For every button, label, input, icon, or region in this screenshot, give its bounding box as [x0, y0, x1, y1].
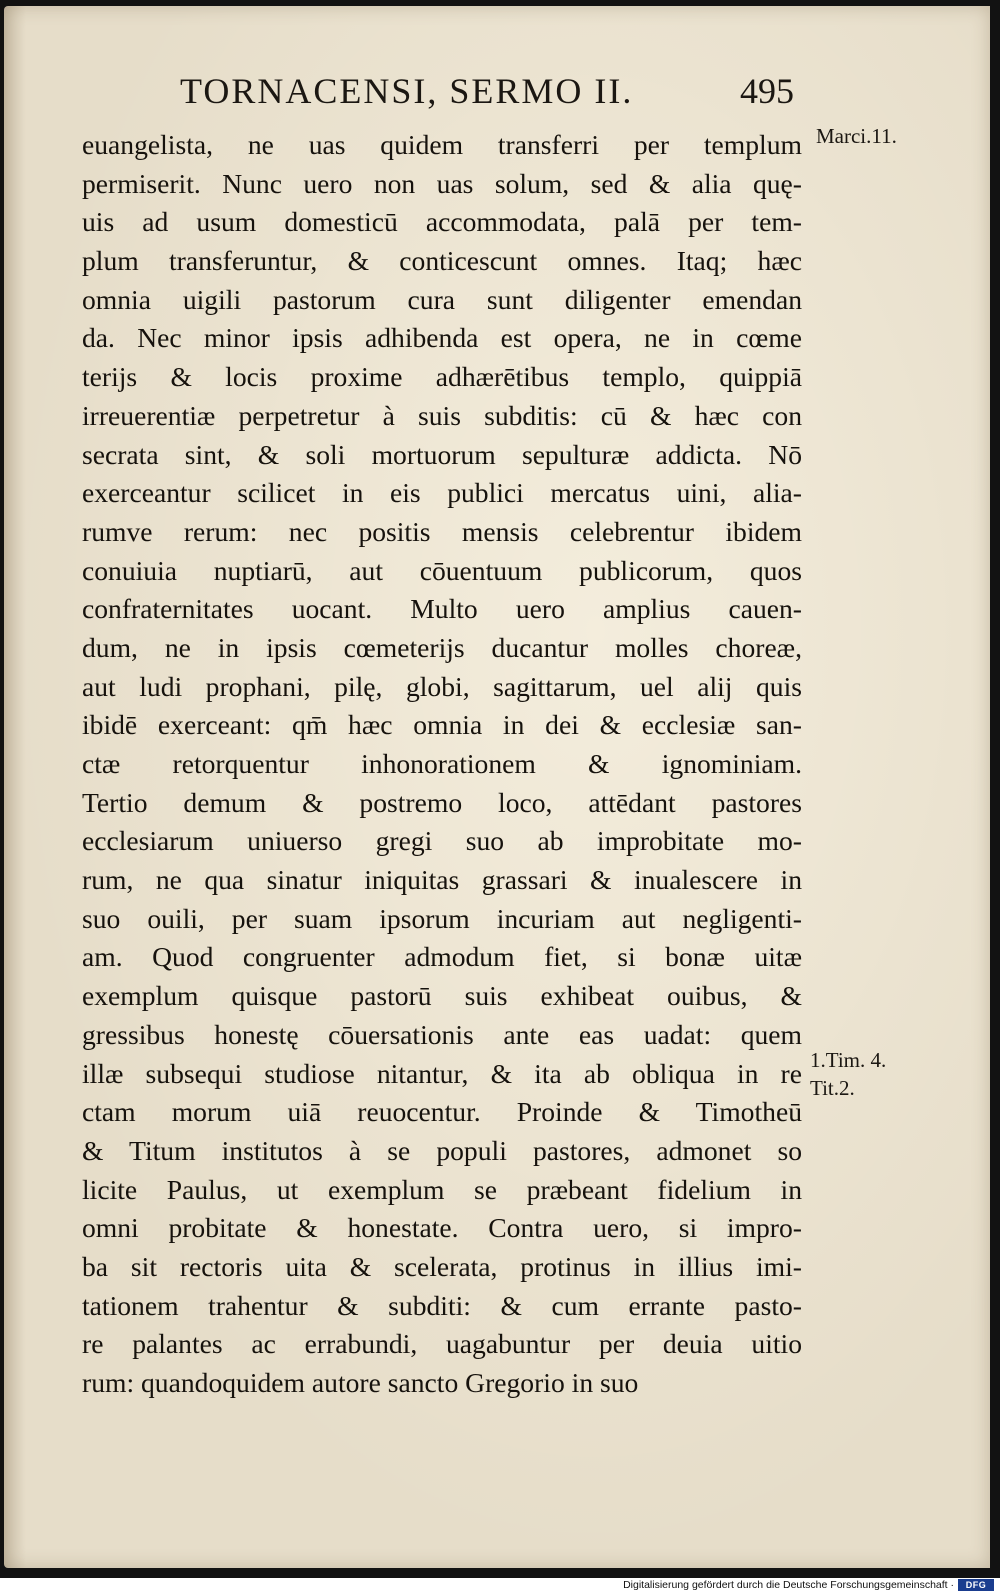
- text-line: licite Paulus, ut exemplum se præbeant fidelium in: [82, 1173, 802, 1205]
- text-line: aut ludi prophani, pilę, globi, sagittarum, uel alij quis: [82, 670, 802, 702]
- digitization-credit: Digitalisierung gefördert durch die Deutsche Forschungsgemeinschaft ·: [623, 1579, 954, 1591]
- text-line: re palantes ac errabundi, uagabuntur per deuia uitio: [82, 1328, 802, 1360]
- text-line: ctam morum uiā reuocentur. Proinde & Timotheū: [82, 1096, 802, 1128]
- text-line: gressibus honestę cōuersationis ante eas uadat: quem: [82, 1018, 802, 1050]
- text-line: secrata sint, & soli mortuorum sepulturæ addicta. Nō: [82, 438, 802, 470]
- text-line: illæ subsequi studiose nitantur, & ita ab obliqua in re: [82, 1057, 802, 1089]
- body-text: [82, 126, 802, 1403]
- marginal-note-titus: Tit.2.: [810, 1076, 855, 1100]
- text-line: & Titum institutos à se populi pastores, admonet so: [82, 1134, 802, 1166]
- text-line: suo ouili, per suam ipsorum incuriam aut negligenti-: [82, 902, 802, 934]
- text-line: omni probitate & honestate. Contra uero, si impro-: [82, 1212, 802, 1244]
- text-line: rum, ne qua sinatur iniquitas grassari & inualescere in: [82, 864, 802, 896]
- dfg-logo: DFG: [958, 1579, 994, 1591]
- text-line: uis ad usum domesticū accommodata, palā per tem-: [82, 206, 802, 238]
- text-line: da. Nec minor ipsis adhibenda est opera, ne in cœme: [82, 322, 802, 354]
- running-head-title: TORNACENSI, SERMO II.: [180, 71, 634, 111]
- text-line: exemplum quisque pastorū suis exhibeat ouibus, &: [82, 980, 802, 1012]
- text-line: am. Quod congruenter admodum fiet, si bonæ uitæ: [82, 941, 802, 973]
- text-line: ctæ retorquentur inhonorationem & ignominiam.: [82, 748, 802, 779]
- text-line: omnia uigili pastorum cura sunt diligenter emendan: [82, 283, 802, 315]
- text-line: conuiuia nuptiarū, aut cōuentuum publicorum, quos: [82, 554, 802, 586]
- text-line: tationem trahentur & subditi: & cum errante pasto-: [82, 1289, 802, 1321]
- text-line: plum transferuntur, & conticescunt omnes. Itaq; hæc: [82, 245, 802, 277]
- text-line: rum: quandoquidem autore sancto Gregorio in suo: [82, 1367, 639, 1398]
- page-number: 495: [740, 71, 794, 111]
- marginal-note-marci: Marci.11.: [816, 124, 897, 148]
- text-line: terijs & locis proxime adhærētibus templo, quippiā: [82, 361, 802, 393]
- marginal-note-timothy: 1.Tim. 4.: [810, 1048, 887, 1072]
- text-line: euangelista, ne uas quidem transferri per templum: [82, 129, 802, 160]
- text-line: permiserit. Nunc uero non uas solum, sed & alia quę-: [82, 167, 802, 199]
- text-line: ba sit rectoris uita & scelerata, protinus in illius imi-: [82, 1250, 802, 1282]
- text-line: irreuerentiæ perpetretur à suis subditis: cū & hæc con: [82, 399, 802, 431]
- text-line: ecclesiarum uniuerso gregi suo ab improbitate mo-: [82, 825, 802, 857]
- text-line: Tertio demum & postremo loco, attēdant pastores: [82, 786, 802, 818]
- text-line: exerceantur scilicet in eis publici mercatus uini, alia-: [82, 477, 802, 509]
- text-line: confraternitates uocant. Multo uero amplius cauen-: [82, 593, 802, 625]
- book-page: [4, 6, 990, 1568]
- text-line: rumve rerum: nec positis mensis celebrentur ibidem: [82, 515, 802, 547]
- running-head: [180, 70, 820, 112]
- text-line: dum, ne in ipsis cœmeterijs ducantur molles choreæ,: [82, 631, 802, 663]
- text-line: ibidē exerceant: qm̄ hæc omnia in dei & ecclesiæ san-: [82, 709, 802, 741]
